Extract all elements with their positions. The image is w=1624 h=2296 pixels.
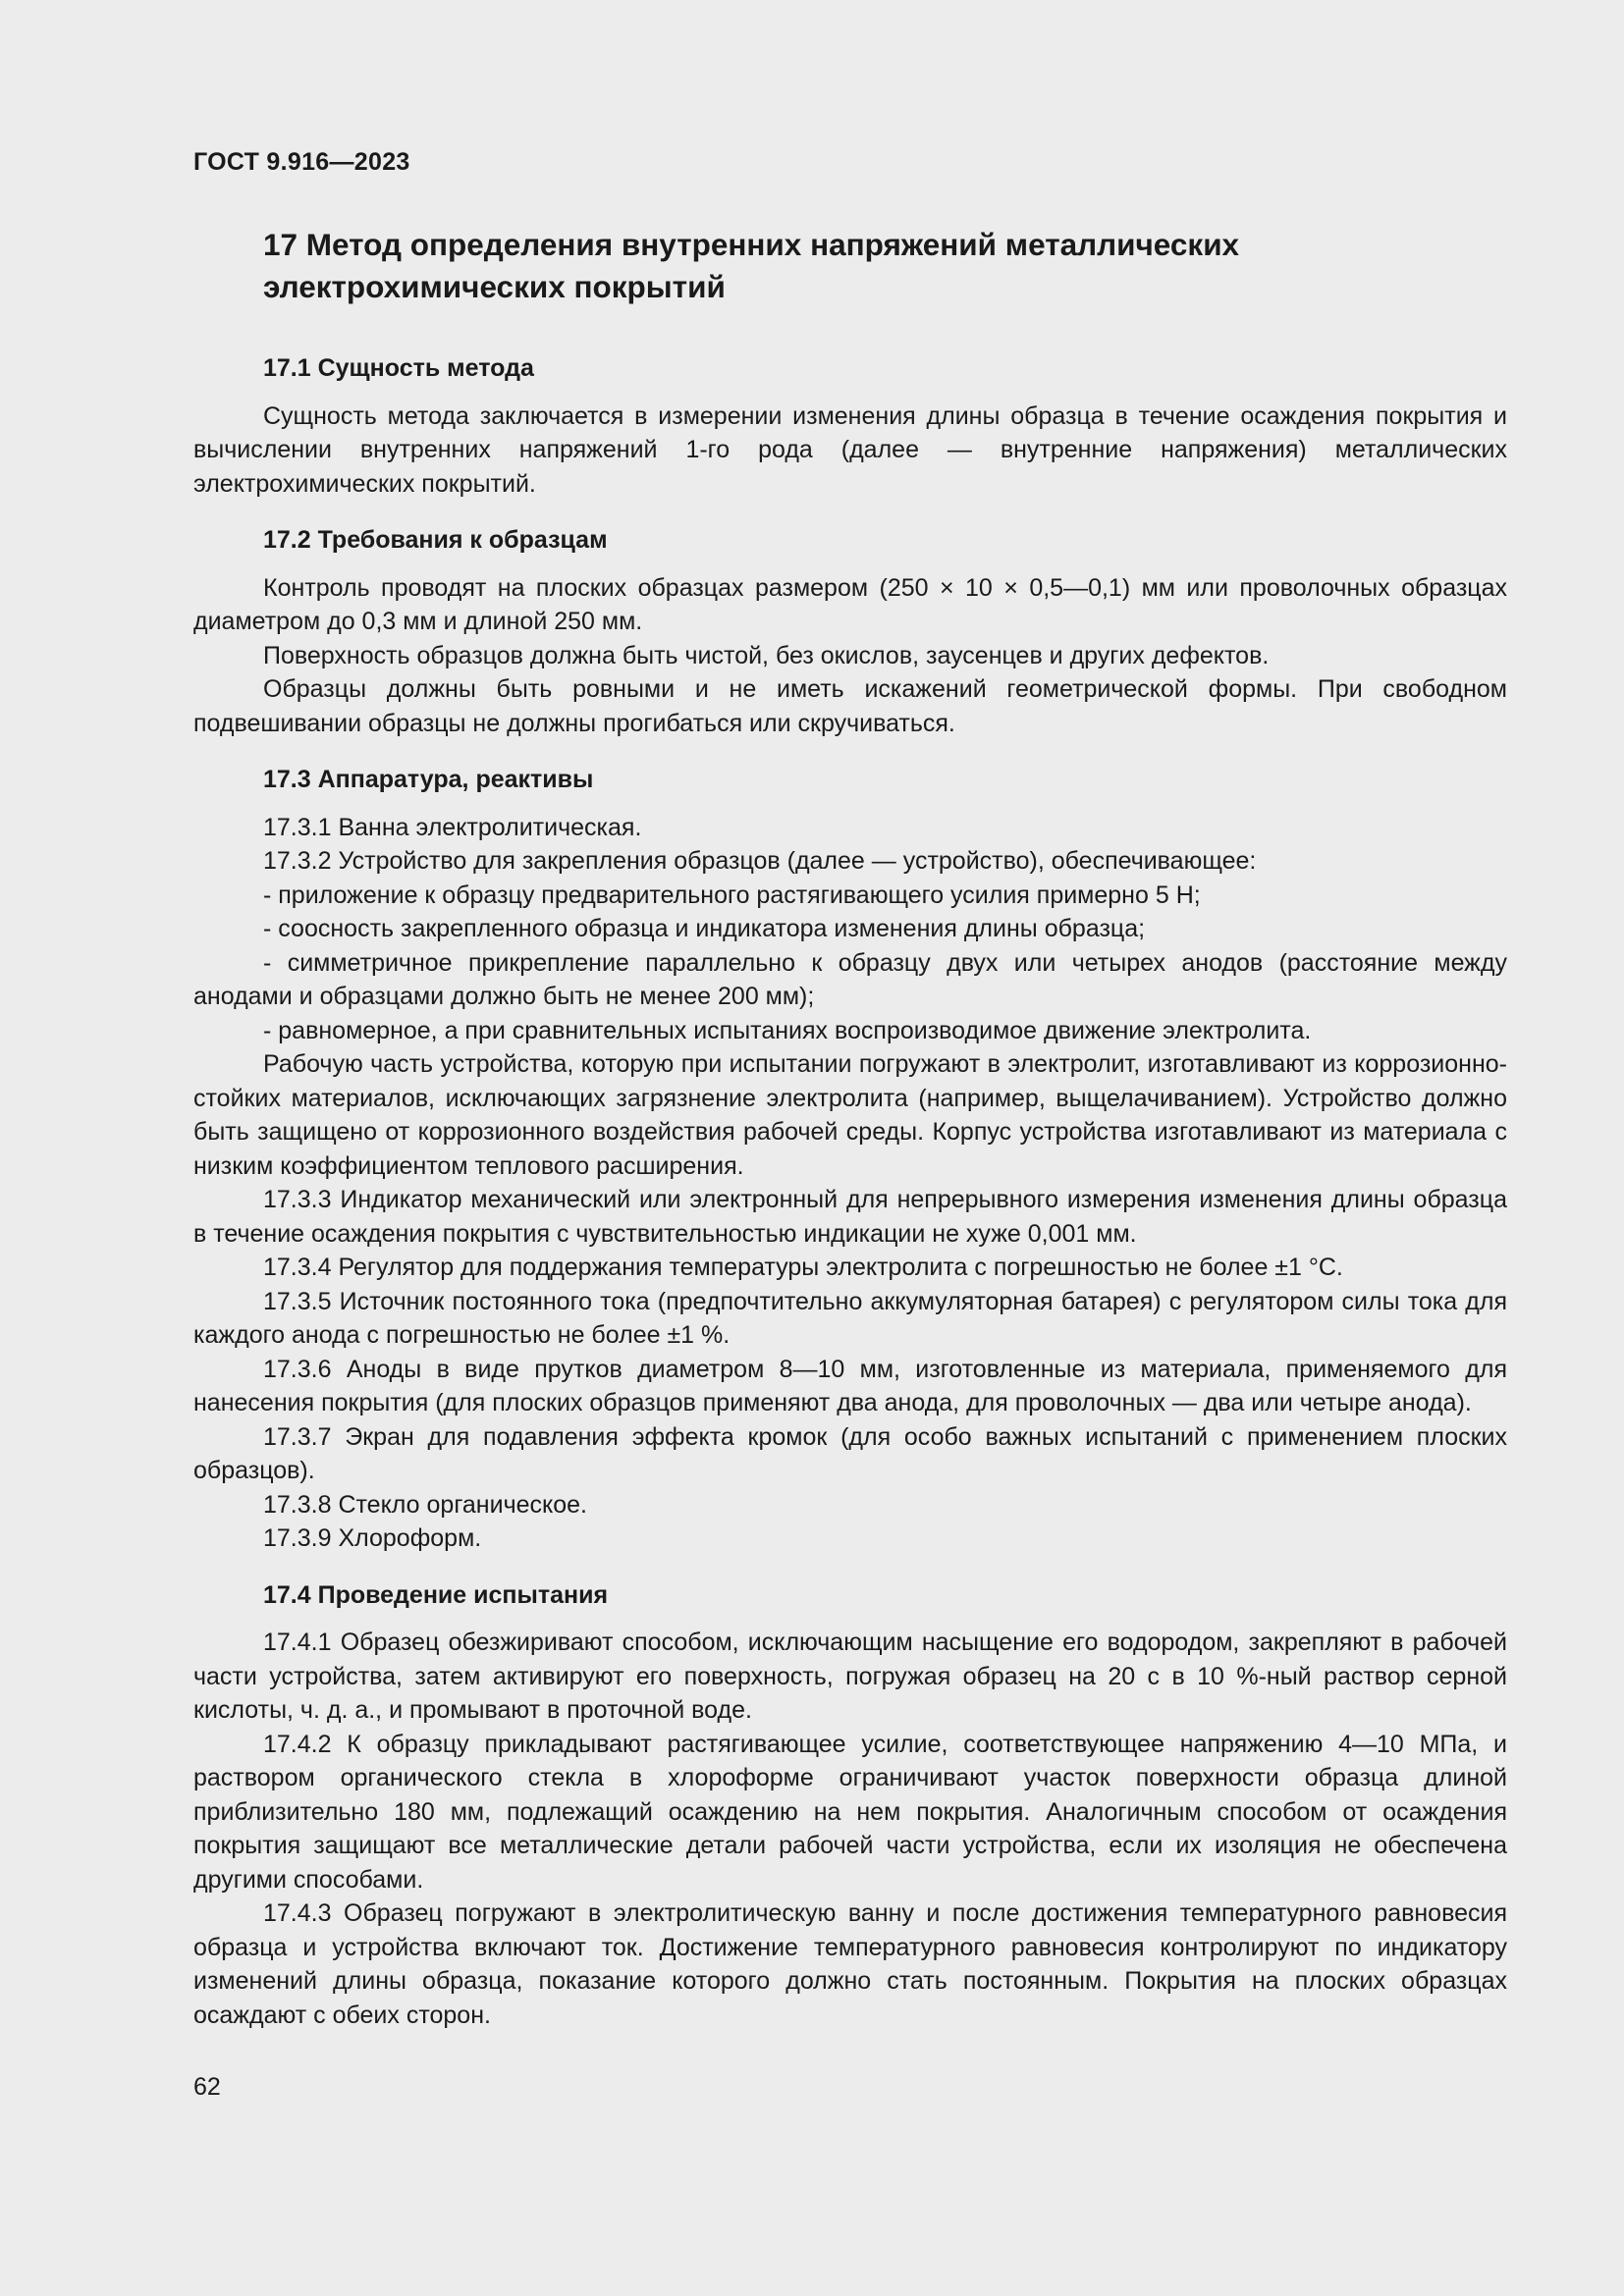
item-17-3-9: 17.3.9 Хлороформ. bbox=[263, 1524, 482, 1552]
paragraph-17-2-2: Поверхность образцов должна быть чистой, без окислов, заусенцев и других дефектов. bbox=[263, 641, 1270, 669]
list-item-bullet-1: - приложение к образцу предварительного растягивающего усилия примерно 5 Н; bbox=[263, 881, 1201, 909]
subsection-heading-17-3: 17.3 Аппаратура, реактивы bbox=[263, 766, 594, 793]
item-17-4-2: 17.4.2 К образцу прикладывают растягивающее усилие, соответствующее напряжению 4—10 МПа, и раствором органического стекла в хлороформе ограничивают участок поверхности образца длиной приблизительно 180 мм, подлежащий осаждению на нем покрытия. Аналогичным способом от осаждения покрытия защищают все металлические детали рабочей части устройства, если их изоляция не обеспечена другими способами. bbox=[193, 1730, 1507, 1894]
list-item-bullet-4: - равномерное, а при сравнительных испытаниях воспроизводимое движение электролита. bbox=[263, 1016, 1312, 1044]
section-title-line-1: 17 Метод определения внутренних напряжений металлических bbox=[263, 227, 1240, 262]
document-body bbox=[193, 351, 1507, 2032]
page-number: 62 bbox=[193, 2073, 221, 2101]
item-17-3-4: 17.3.4 Регулятор для поддержания температуры электролита с погрешностью не более ±1 °С. bbox=[263, 1254, 1343, 1281]
section-title-line-2: электрохимических покрытий bbox=[263, 269, 726, 304]
paragraph-17-2-3: Образцы должны быть ровными и не иметь искажений геометрической формы. При свободном подвешивании образцы не должны прогибаться или скручиваться. bbox=[193, 675, 1507, 737]
section-title bbox=[263, 224, 1441, 308]
subsection-heading-17-4: 17.4 Проведение испытания bbox=[263, 1580, 609, 1609]
item-17-4-3: 17.4.3 Образец погружают в электролитическую ванну и после достижения температурного равновесия образца и устройства включают ток. Достижение температурного равновесия контролируют по индикатору изменений длины образца, показание которого должно стать постоянным. Покрытия на плоских образцах осаждают с обеих сторон. bbox=[193, 1899, 1507, 2029]
subsection-heading-17-2: 17.2 Требования к образцам bbox=[263, 526, 608, 554]
paragraph-working-part: Рабочую часть устройства, которую при испытании погружают в электролит, изготавливают из коррозионно-стойких материалов, исключающих загрязнение электролита (например, выщелачиванием). Устройство должно быть защищено от коррозионного воздействия рабочей среды. Корпус устройства изготавливают из материала с низким коэффициентом теплового расширения. bbox=[193, 1050, 1507, 1180]
item-17-3-5: 17.3.5 Источник постоянного тока (предпочтительно аккумуляторная батарея) с регулятором силы тока для каждого анода с погрешностью не более ±1 %. bbox=[193, 1287, 1507, 1349]
subsection-heading-17-1: 17.1 Сущность метода bbox=[263, 354, 534, 382]
item-17-3-1: 17.3.1 Ванна электролитическая. bbox=[263, 813, 642, 841]
item-17-4-1: 17.4.1 Образец обезжиривают способом, исключающим насыщение его водородом, закрепляют в рабочей части устройства, затем активируют его поверхность, погружая образец на 20 с в 10 %-ный раствор серной кислоты, ч. д. а., и промывают в проточной воде. bbox=[193, 1629, 1507, 1724]
item-17-3-7: 17.3.7 Экран для подавления эффекта кромок (для особо важных испытаний с применением плоских образцов). bbox=[193, 1422, 1507, 1484]
item-17-3-3: 17.3.3 Индикатор механический или электронный для непрерывного измерения изменения длины образца в течение осаждения покрытия с чувствительностью индикации не хуже 0,001 мм. bbox=[193, 1186, 1507, 1248]
item-17-3-6: 17.3.6 Аноды в виде прутков диаметром 8—10 мм, изготовленные из материала, применяемого для нанесения покрытия (для плоских образцов применяют два анода, для проволочных — два или четыре анода). bbox=[193, 1355, 1507, 1416]
item-17-3-2: 17.3.2 Устройство для закрепления образцов (далее — устройство), обеспечивающее: bbox=[263, 847, 1257, 875]
paragraph-17-1: Сущность метода заключается в измерении изменения длины образца в течение осаждения покрытия и вычислении внутренних напряжений 1-го рода (далее — внутренние напряжения) металлических электрохимических покрытий. bbox=[193, 401, 1507, 498]
item-17-3-8: 17.3.8 Стекло органическое. bbox=[263, 1490, 587, 1519]
paragraph-17-2-1: Контроль проводят на плоских образцах размером (250 × 10 × 0,5—0,1) мм или проволочных образцах диаметром до 0,3 мм и длиной 250 мм. bbox=[193, 573, 1507, 635]
list-item-bullet-2: - соосность закрепленного образца и индикатора изменения длины образца; bbox=[263, 915, 1146, 942]
list-item-bullet-3: - симметричное прикрепление параллельно к образцу двух или четырех анодов (расстояние между анодами и образцами должно быть не менее 200 мм); bbox=[193, 948, 1507, 1010]
document-id: ГОСТ 9.916—2023 bbox=[193, 148, 410, 176]
